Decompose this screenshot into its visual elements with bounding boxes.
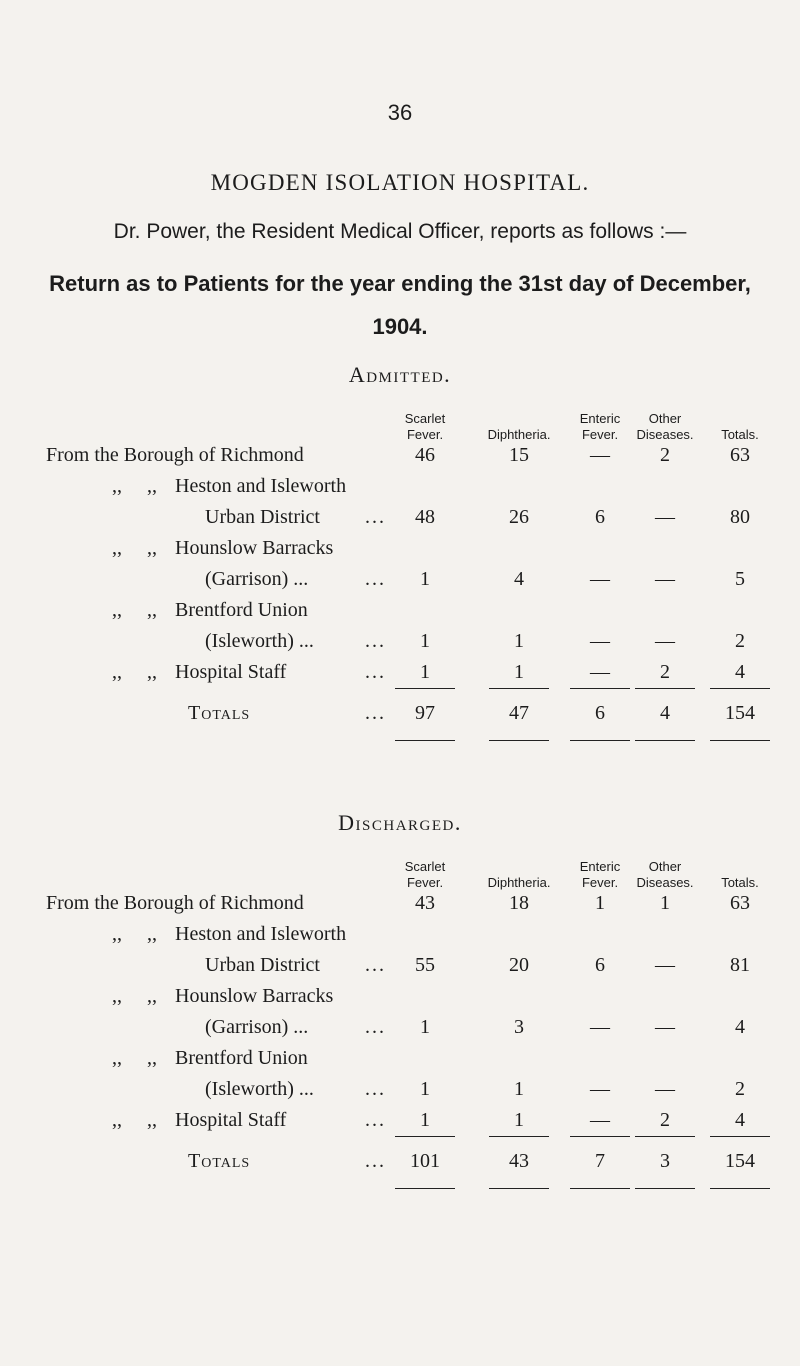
admitted-cell: 26 [509, 506, 529, 528]
admitted-cell: 1 [514, 630, 524, 652]
hospital-title: MOGDEN ISOLATION HOSPITAL. [210, 170, 590, 195]
discharged-cell: 55 [415, 954, 435, 976]
admitted-rule [395, 740, 455, 741]
discharged-rule [710, 1188, 770, 1189]
admitted-column-header: Other [648, 411, 682, 426]
discharged-total-cell: 3 [660, 1150, 670, 1172]
discharged-cell: 43 [415, 892, 435, 914]
admitted-leader-dots: ... [365, 506, 386, 528]
admitted-cell: 4 [735, 661, 745, 683]
admitted-leader-dots: ... [365, 568, 386, 590]
discharged-cell: 1 [514, 1078, 524, 1100]
discharged-cell: — [655, 1078, 675, 1100]
discharged-ditto-mark: ,, ,, [112, 923, 157, 945]
discharged-cell: 18 [509, 892, 529, 914]
discharged-title: Discharged. [338, 810, 462, 835]
admitted-rule [489, 740, 549, 741]
admitted-rule [395, 688, 455, 689]
discharged-leader-dots: ... [365, 1016, 386, 1038]
discharged-cell: 63 [730, 892, 750, 914]
discharged-row-label: Urban District [205, 954, 320, 976]
discharged-ditto-mark: ,, ,, [112, 985, 157, 1007]
discharged-column-header: Diphtheria. [487, 875, 551, 890]
admitted-cell: 63 [730, 444, 750, 466]
admitted-total-cell: 47 [509, 702, 529, 724]
discharged-cell: — [590, 1016, 610, 1038]
admitted-cell: 1 [420, 630, 430, 652]
discharged-column-header: Fever. [581, 875, 619, 890]
admitted-cell: 48 [415, 506, 435, 528]
admitted-row-label: Hounslow Barracks [175, 537, 334, 559]
admitted-leader-dots: ... [365, 630, 386, 652]
discharged-total-cell: 7 [595, 1150, 605, 1172]
admitted-column-header: Diphtheria. [487, 427, 551, 442]
discharged-cell: — [655, 1016, 675, 1038]
admitted-ditto-mark: ,, ,, [112, 537, 157, 559]
discharged-cell: 1 [420, 1078, 430, 1100]
admitted-ditto-mark: ,, ,, [112, 599, 157, 621]
admitted-cell: 2 [660, 444, 670, 466]
discharged-column-header: Enteric [579, 859, 621, 874]
discharged-cell: 3 [514, 1016, 524, 1038]
admitted-rule [570, 688, 630, 689]
discharged-total-cell: 101 [410, 1150, 440, 1172]
discharged-rule [635, 1188, 695, 1189]
discharged-cell: 1 [420, 1109, 430, 1131]
admitted-total-cell: 4 [660, 702, 670, 724]
admitted-rule [489, 688, 549, 689]
admitted-leader-dots: ... [365, 702, 386, 724]
admitted-cell: 46 [415, 444, 435, 466]
discharged-cell: 2 [735, 1078, 745, 1100]
admitted-cell: 1 [420, 661, 430, 683]
discharged-ditto-mark: ,, ,, [112, 1109, 157, 1131]
admitted-cell: 6 [595, 506, 605, 528]
admitted-cell: 1 [420, 568, 430, 590]
admitted-rule [710, 740, 770, 741]
discharged-rule [570, 1136, 630, 1137]
admitted-rule [635, 740, 695, 741]
admitted-row-label: From the Borough of Richmond [46, 444, 304, 466]
discharged-row-label: Hounslow Barracks [175, 985, 334, 1007]
admitted-cell: 1 [514, 661, 524, 683]
admitted-cell: — [590, 568, 610, 590]
discharged-column-header: Totals. [721, 875, 759, 890]
discharged-rule [570, 1188, 630, 1189]
discharged-rule [489, 1188, 549, 1189]
admitted-cell: 2 [660, 661, 670, 683]
admitted-cell: 5 [735, 568, 745, 590]
report-intro: Dr. Power, the Resident Medical Officer, reports as follows :— [113, 220, 687, 243]
admitted-row-label: Urban District [205, 506, 320, 528]
admitted-row-label: Heston and Isleworth [175, 475, 347, 497]
page-number: 36 [387, 100, 413, 125]
admitted-row-label: Brentford Union [175, 599, 308, 621]
admitted-ditto-mark: ,, ,, [112, 661, 157, 683]
discharged-row-label: Heston and Isleworth [175, 923, 347, 945]
discharged-cell: 81 [730, 954, 750, 976]
admitted-cell: 80 [730, 506, 750, 528]
discharged-cell: 1 [595, 892, 605, 914]
discharged-column-header: Other [648, 859, 682, 874]
discharged-cell: 4 [735, 1016, 745, 1038]
admitted-cell: — [655, 568, 675, 590]
admitted-cell: — [655, 506, 675, 528]
admitted-row-label: (Garrison) ... [205, 568, 309, 590]
discharged-cell: 20 [509, 954, 529, 976]
discharged-column-header: Fever. [406, 875, 444, 890]
discharged-row-label: From the Borough of Richmond [46, 892, 304, 914]
admitted-cell: — [590, 630, 610, 652]
admitted-column-header: Fever. [581, 427, 619, 442]
admitted-leader-dots: ... [365, 661, 386, 683]
discharged-leader-dots: ... [365, 1109, 386, 1131]
admitted-rule [570, 740, 630, 741]
admitted-rule [710, 688, 770, 689]
admitted-totals-label: Totals [188, 702, 251, 724]
admitted-row-label: Hospital Staff [175, 661, 287, 683]
discharged-cell: 6 [595, 954, 605, 976]
discharged-cell: — [590, 1078, 610, 1100]
admitted-ditto-mark: ,, ,, [112, 475, 157, 497]
discharged-column-header: Scarlet [404, 859, 446, 874]
admitted-cell: — [655, 630, 675, 652]
admitted-title: Admitted. [348, 362, 452, 387]
admitted-column-header: Totals. [721, 427, 759, 442]
admitted-cell: — [590, 661, 610, 683]
admitted-cell: — [590, 444, 610, 466]
admitted-cell: 4 [514, 568, 524, 590]
admitted-rule [635, 688, 695, 689]
discharged-rule [489, 1136, 549, 1137]
discharged-total-cell: 43 [509, 1150, 529, 1172]
admitted-row-label: (Isleworth) ... [205, 630, 314, 652]
discharged-cell: 4 [735, 1109, 745, 1131]
discharged-cell: — [590, 1109, 610, 1131]
discharged-cell: 1 [420, 1016, 430, 1038]
discharged-cell: 2 [660, 1109, 670, 1131]
discharged-row-label: (Isleworth) ... [205, 1078, 314, 1100]
discharged-cell: 1 [660, 892, 670, 914]
discharged-rule [710, 1136, 770, 1137]
discharged-cell: — [655, 954, 675, 976]
discharged-rule [635, 1136, 695, 1137]
discharged-cell: 1 [514, 1109, 524, 1131]
admitted-total-cell: 6 [595, 702, 605, 724]
discharged-row-label: (Garrison) ... [205, 1016, 309, 1038]
discharged-rule [395, 1188, 455, 1189]
discharged-row-label: Hospital Staff [175, 1109, 287, 1131]
discharged-totals-label: Totals [188, 1150, 251, 1172]
admitted-total-cell: 154 [725, 702, 755, 724]
discharged-leader-dots: ... [365, 954, 386, 976]
discharged-leader-dots: ... [365, 1150, 386, 1172]
admitted-column-header: Fever. [406, 427, 444, 442]
discharged-rule [395, 1136, 455, 1137]
admitted-column-header: Enteric [579, 411, 621, 426]
admitted-column-header: Diseases. [636, 427, 694, 442]
discharged-leader-dots: ... [365, 1078, 386, 1100]
discharged-ditto-mark: ,, ,, [112, 1047, 157, 1069]
admitted-cell: 15 [509, 444, 529, 466]
discharged-column-header: Diseases. [636, 875, 694, 890]
discharged-total-cell: 154 [725, 1150, 755, 1172]
admitted-column-header: Scarlet [404, 411, 446, 426]
return-heading: Return as to Patients for the year ending the 31st day of December, 1904. [49, 271, 751, 339]
admitted-total-cell: 97 [415, 702, 435, 724]
discharged-row-label: Brentford Union [175, 1047, 308, 1069]
admitted-cell: 2 [735, 630, 745, 652]
